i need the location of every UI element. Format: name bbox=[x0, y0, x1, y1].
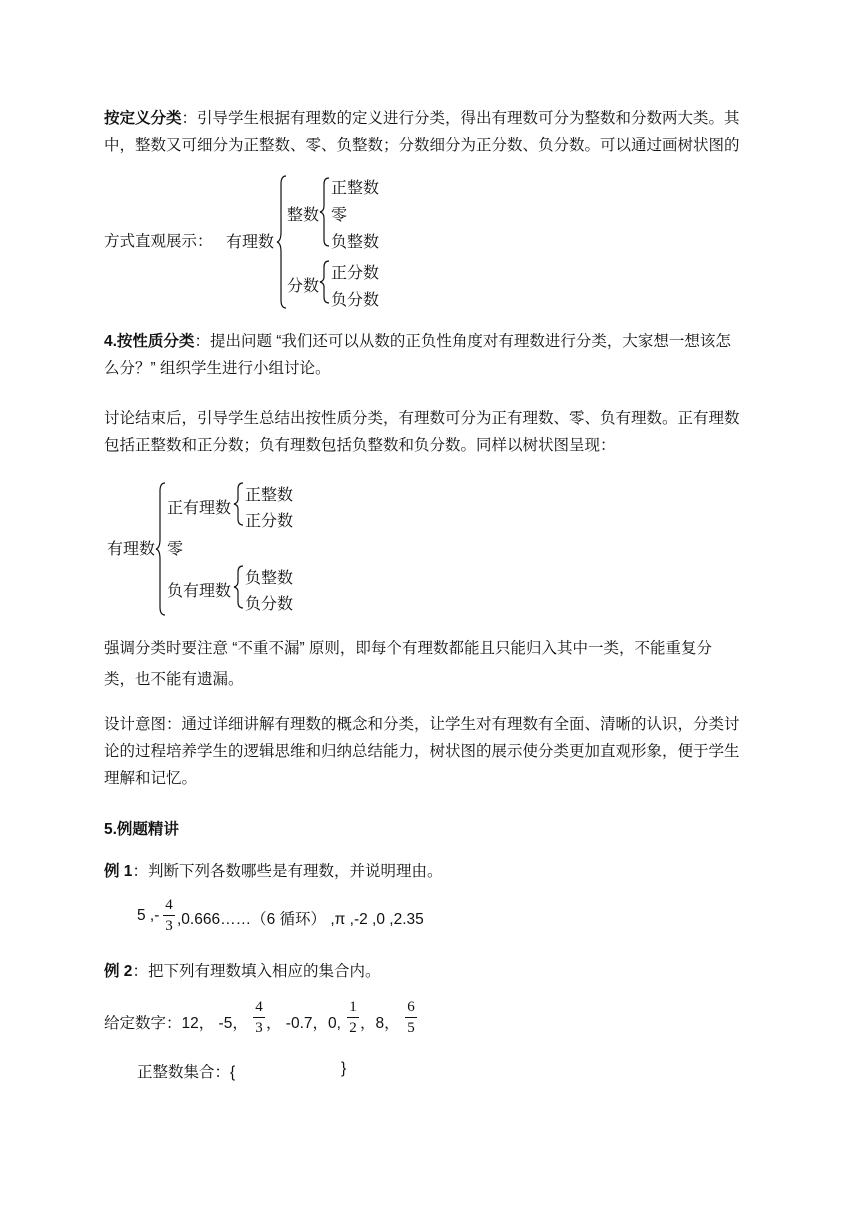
given-fraction-3: 6 5 bbox=[405, 998, 417, 1037]
summary-line-2: 包括正整数和正分数；负有理数包括负整数和负分数。同样以树状图呈现： bbox=[104, 437, 616, 454]
summary-paragraph bbox=[104, 405, 764, 459]
note-line-1: 强调分类时要注意 “不重不漏” 原则，即每个有理数都能且只能归入其中一类，不能重复分 bbox=[104, 640, 712, 657]
definition-line-3: 方式直观展示： bbox=[104, 233, 213, 250]
property-line-2: 么分？” 组织学生进行小组讨论。 bbox=[104, 360, 331, 377]
example-1-fraction: 4 3 bbox=[163, 896, 175, 935]
given-numbers-middle: ， -0.7，0, bbox=[266, 1015, 341, 1032]
note-paragraph bbox=[104, 635, 764, 693]
design-intent-paragraph bbox=[104, 711, 764, 792]
property-line-1: ：提出问题 “我们还可以从数的正负性角度对有理数进行分类，大家想一想该怎 bbox=[194, 333, 731, 350]
example-2 bbox=[104, 958, 764, 985]
tree2-negative-brace bbox=[233, 564, 245, 610]
example-1-numbers-rest: ,0.666……（6 循环） ,π ,-2 ,0 ,2.35 bbox=[177, 911, 424, 928]
tree2-negative-child-2: 负分数 bbox=[245, 596, 294, 613]
tree2-negative: 负有理数 bbox=[167, 583, 232, 600]
examples-heading: 5.例题精讲 bbox=[104, 821, 179, 838]
tree2-root: 有理数 bbox=[107, 541, 156, 558]
positive-integer-set-label: 正整数集合：{ bbox=[137, 1064, 236, 1081]
tree1-integer-child-1: 正整数 bbox=[331, 180, 380, 197]
tree1-integer-child-3: 负整数 bbox=[331, 234, 380, 251]
example-2-label: 例 2 bbox=[104, 963, 133, 980]
given-fraction-2: 1 2 bbox=[347, 998, 359, 1037]
tree2-positive: 正有理数 bbox=[167, 500, 232, 517]
tree2-positive-child-2: 正分数 bbox=[245, 513, 294, 530]
property-heading: 4.按性质分类 bbox=[104, 333, 195, 350]
tree1-fraction: 分数 bbox=[287, 278, 320, 295]
tree2-root-brace bbox=[155, 481, 167, 617]
summary-line-1: 讨论结束后，引导学生总结出按性质分类，有理数可分为正有理数、零、负有理数。正有理数 bbox=[104, 410, 740, 427]
tree1-integer: 整数 bbox=[287, 207, 320, 224]
given-numbers-end: ，8， bbox=[360, 1015, 400, 1032]
note-line-2: 类，也不能有遗漏。 bbox=[104, 671, 244, 688]
given-numbers-start: 给定数字：12， -5， bbox=[104, 1015, 248, 1032]
definition-heading: 按定义分类 bbox=[104, 110, 182, 127]
tree2-positive-brace bbox=[233, 481, 245, 527]
example-2-text: ：把下列有理数填入相应的集合内。 bbox=[132, 963, 381, 980]
tree2-positive-child-1: 正整数 bbox=[245, 487, 294, 504]
property-paragraph bbox=[104, 328, 764, 382]
intent-line-2: 论的过程培养学生的逻辑思维和归纳总结能力，树状图的展示使分类更加直观形象，便于学生 bbox=[104, 743, 740, 760]
definition-line-2: 中，整数又可细分为正整数、零、负整数；分数细分为正分数、负分数。可以通过画树状图的 bbox=[104, 137, 740, 154]
tree1-integer-brace bbox=[319, 176, 331, 248]
example-1-numbers-start: 5 ,- bbox=[137, 907, 160, 924]
tree1-fraction-brace bbox=[319, 259, 331, 305]
intent-line-1: 设计意图：通过详细讲解有理数的概念和分类，让学生对有理数有全面、清晰的认识，分类讨 bbox=[104, 716, 740, 733]
tree2-negative-child-1: 负整数 bbox=[245, 570, 294, 587]
tree1-integer-child-2: 零 bbox=[331, 207, 348, 224]
definition-line-1: ：引导学生根据有理数的定义进行分类，得出有理数可分为整数和分数两大类。其 bbox=[181, 110, 740, 127]
definition-paragraph bbox=[104, 105, 764, 159]
positive-integer-set-close: } bbox=[341, 1060, 347, 1077]
example-1 bbox=[104, 858, 764, 885]
example-1-text: ：判断下列各数哪些是有理数，并说明理由。 bbox=[132, 863, 443, 880]
given-fraction-1: 4 3 bbox=[253, 998, 265, 1037]
tree1-fraction-child-2: 负分数 bbox=[331, 292, 380, 309]
tree1-fraction-child-1: 正分数 bbox=[331, 265, 380, 282]
example-1-label: 例 1 bbox=[104, 863, 133, 880]
tree2-zero: 零 bbox=[167, 541, 184, 558]
tree1-root: 有理数 bbox=[226, 234, 275, 251]
intent-line-3: 理解和记忆。 bbox=[104, 770, 198, 787]
